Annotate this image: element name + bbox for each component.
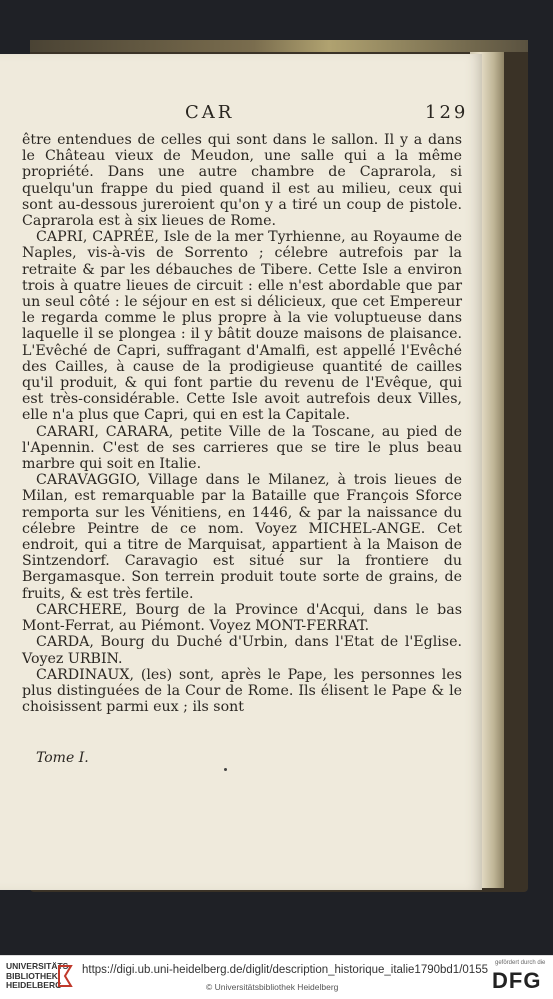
ink-speck	[224, 768, 227, 771]
marbled-cover-edge	[30, 40, 528, 52]
copyright-notice: © Universitätsbibliothek Heidelberg	[206, 982, 339, 992]
entry-carari: CARARI, CARARA, petite Ville de la Toscane, au pied de l'Apennin. C'est de ses carrieres que se tire le plus beau marbre qui soit en Italie.	[22, 423, 462, 473]
entry-capri: CAPRI, CAPRÉE, Isle de la mer Tyrhienne, au Royaume de Naples, vis-à-vis de Sorrento ; célebre autrefois par la retraite & par les débauches de Tibere. Cette Isle a environ trois à quatre lieues de circuit : elle n'est abordable que par un seul côté : le séjour en est si délicieux, que cet Empereur le regarda comme le plus propre à la vie voluptueuse dans laquelle il se plongea : il y bâtit douze maisons de plaisance. L'Evêché de Capri, suffragant d'Amalfi, est appellé l'Evêché des Cailles, à cause de la prodigieuse quantité de cailles qu'il produit, & qui font partie du revenu de l'Evêque, qui est très-considérable. Cette Isle avoit autrefois deux Villes, elle n'a plus que Capri, qui en est la Capitale.	[22, 229, 462, 424]
running-head-title: CAR	[185, 102, 235, 123]
paragraph-caprarola-cont: être entendues de celles qui sont dans le sallon. Il y a dans le Château vieux de Meudon, une salle qui a la même propriété. Dans une autre chambre de Caprarola, si quelqu'un frappe du pied quand il est au milieu, ceux qui sont au-dessous jureroient qu'on y a tiré un coup de pistole. Caprarola est à six lieues de Rome.	[22, 132, 462, 230]
page-number: 129	[425, 102, 469, 123]
library-logo[interactable]: UNIVERSITÄTS- BIBLIOTHEK HEIDELBERG	[6, 961, 72, 990]
permalink-url[interactable]: https://digi.ub.uni-heidelberg.de/diglit/description_historique_italie1790bd1/0155	[82, 964, 488, 976]
viewer-bar	[0, 955, 553, 999]
library-emblem-icon	[56, 964, 74, 988]
entry-carda: CARDA, Bourg du Duché d'Urbin, dans l'Etat de l'Eglise. Voyez URBIN.	[22, 634, 462, 667]
page-text	[22, 132, 462, 715]
funder-note: gefördert durch die	[495, 960, 546, 966]
entry-cardinaux: CARDINAUX, (les) sont, après le Pape, les personnes les plus distinguées de la Cour de Rome. Ils élisent le Pape & le choisissent parmi eux ; ils sont	[22, 666, 462, 716]
footer-signature: Tome I.	[36, 750, 89, 766]
entry-caravaggio: CARAVAGGIO, Village dans le Milanez, à trois lieues de Milan, est remarquable par la Bataille que François Sforce remporta sur les Vénitiens, en 1446, & par la naissance du célebre Peintre de ce nom. Voyez MICHEL-ANGE. Cet endroit, qui a titre de Marquisat, appartient à la Maison de Sintzendorf. Caravagio est situé sur la frontiere du Bergamasque. Son terrein produit toute sorte de grains, de fruits, & est très fertile.	[22, 472, 462, 602]
entry-carchere: CARCHERE, Bourg de la Province d'Acqui, dans le bas Mont-Ferrat, au Piémont. Voyez MONT-FERRAT.	[22, 601, 462, 635]
dfg-logo[interactable]: DFG	[492, 968, 542, 993]
running-head	[0, 102, 470, 128]
